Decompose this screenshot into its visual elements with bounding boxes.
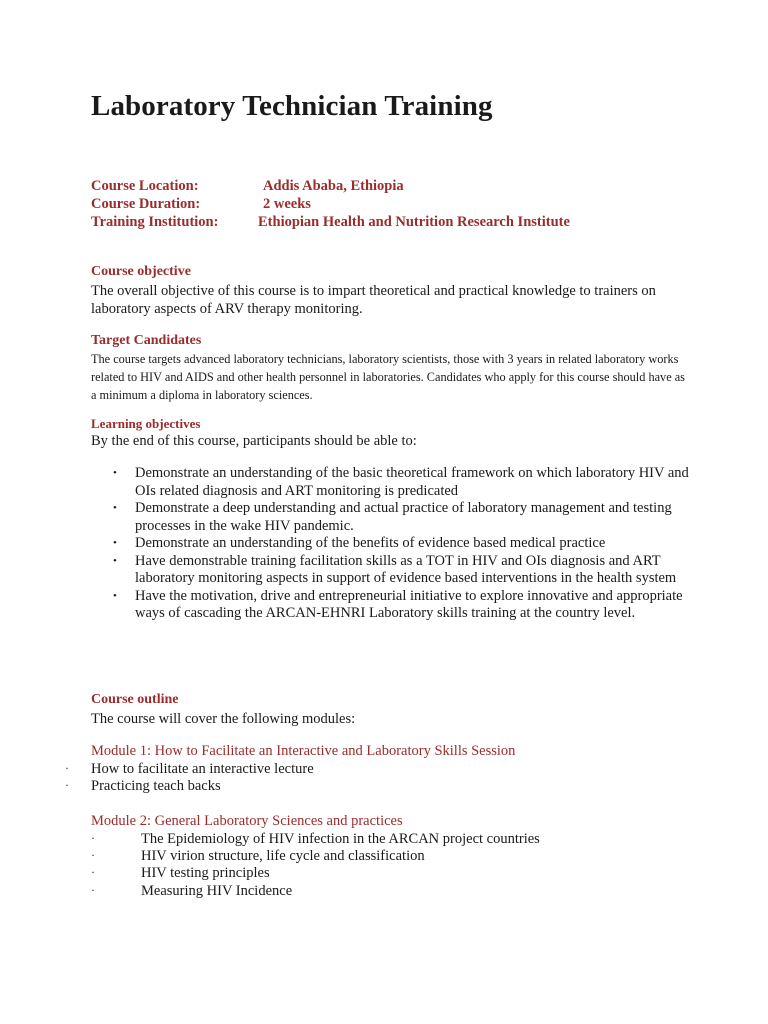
target-candidates-text: The course targets advanced laboratory technicians, laboratory scientists, those with 3 years in related laboratory works related to HIV and AIDS and other health personnel in laboratories. Candidates who apply for this course should have as a minimum a diploma in laboratory sciences. [91,352,685,402]
list-item: • Demonstrate an understanding of the benefits of evidence based medical practice [113,535,606,551]
page-title: Laboratory Technician Training [91,90,493,122]
list-item: • Demonstrate an understanding of the basic theoretical framework on which laboratory HIV and OIs related diagnosis and ART monitoring is predicated [113,465,689,499]
bullet-icon: • [113,502,117,514]
list-item: • Demonstrate a deep understanding and actual practice of laboratory management and testing processes in the wake HIV pandemic. [113,500,672,534]
course-objective-heading: Course objective [91,264,191,279]
dot-icon: · [91,883,95,897]
learning-objectives-heading: Learning objectives [91,416,201,431]
list-item: • Have demonstrable training facilitation skills as a TOT in HIV and OIs diagnosis and ART laboratory monitoring aspects in support of evidence based interventions in the health system [113,552,677,586]
dot-icon: · [65,778,69,792]
target-candidates-heading: Target Candidates [91,333,202,348]
info-value-location: Addis Ababa, Ethiopia [263,178,404,194]
list-item: • Have the motivation, drive and entrepreneurial initiative to explore innovative and appropriate ways of cascading the ARCAN-EHNRI Laboratory skills training at the country level. [113,587,683,621]
info-label-institution: Training Institution: [91,214,219,230]
bullet-icon: • [113,537,117,549]
dot-icon: · [91,865,95,879]
learning-objectives-list [91,465,691,623]
dot-icon: · [91,831,95,845]
info-value-duration: 2 weeks [263,196,311,212]
module-1-title: Module 1: How to Facilitate an Interactive and Laboratory Skills Session [91,743,516,759]
dot-icon: · [91,848,95,862]
bullet-icon: • [113,589,117,602]
info-label-duration: Course Duration: [91,196,201,212]
bullet-icon: • [113,467,117,479]
course-outline-heading: Course outline [91,692,179,707]
learning-objectives-intro: By the end of this course, participants should be able to: [91,433,417,449]
course-outline-intro: The course will cover the following modules: [91,711,356,727]
course-objective-text: The overall objective of this course is to impart theoretical and practical knowledge to trainers on laboratory aspects of ARV therapy monitoring. [91,283,656,317]
dot-icon: · [65,761,69,775]
bullet-icon: • [113,554,117,567]
document-page: Laboratory Technician Training Course Location: Addis Ababa, Ethiopia Course Duration: 2 weeks Training Institution: Ethiopian Health and Nutrition Research Institute Course objective The overall objective of this course is to impart theoretical and practical knowledge to trainers on laboratory aspects of ARV therapy monitoring. Target Candidates The course targets advanced laboratory technicians, laboratory scientists, those with 3 years in related laboratory works related to HIV and AIDS and other health personnel in laboratories. Candidates who apply for this course should have as a minimum a diploma in laboratory sciences. Learning objectives By the end of this course, participants should be able to: • Demonstrate an understanding of the basic theoretical framework on which laboratory HIV and OIs related diagnosis and ART monitoring is predicated • Demonstrate a deep understanding and actual practice of laboratory management and testing processes in the wake HIV pandemic. • Demonstrate an understanding of the benefits of evidence based medical practice • Have demonstrable training facilitation skills as a TOT in HIV and OIs diagnosis and ART laboratory monitoring aspects in support of evidence based interventions in the health system • Have the motivation, drive and entrepreneurial initiative to explore innovative and appropriate ways of cascading the ARCAN-EHNRI Laboratory skills training at the country level. Course outline The course will cover the following modules: Module 1: How to Facilitate an Interactive and Laboratory Skills Session · How to facilitate an interactive lecture · Practicing teach backs Module 2: General Laboratory Sciences and practices · The Epidemiology of HIV infection in the ARCAN project countries · HIV virion structure, life cycle and classification · HIV testing principles · Measuring HIV Incidence [0,0,768,1024]
info-label-location: Course Location: [91,178,199,194]
module-2-title: Module 2: General Laboratory Sciences and practices [91,813,403,829]
info-value-institution: Ethiopian Health and Nutrition Research Institute [258,214,570,230]
